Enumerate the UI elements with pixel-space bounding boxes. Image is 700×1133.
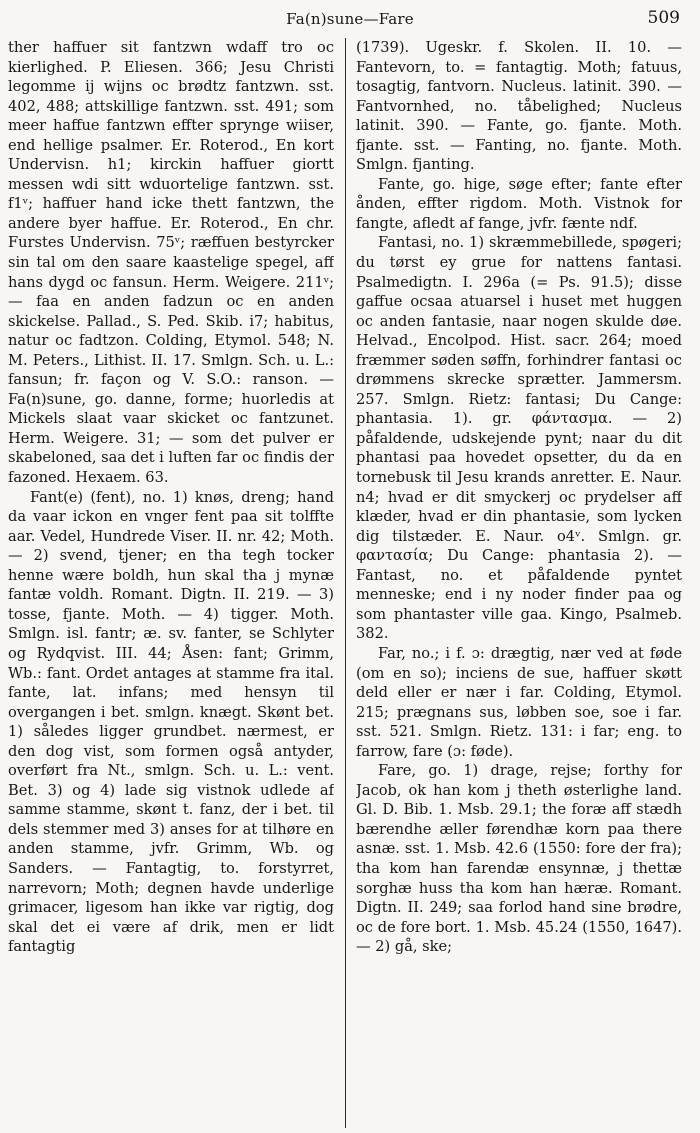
column-divider	[345, 38, 346, 1128]
entry-paragraph: Fant(e) (fent), no. 1) knøs, dreng; hand da vaar ickon en vnger fent paa sit tolffte aar. Vedel, Hundrede Viser. II. nr. 42; Moth. — 2) svend, tjener; en tha tegh tocker henne wære boldh, hun skal tha j mynæ fantæ voldh. Romant. Digtn. II. 219. — 3) tosse, fjante. Moth. — 4) tigger. Moth. Smlgn. isl. fantr; æ. sv. fanter, se Schlyter og Rydqvist. III. 44; Åsen: fant; Grimm, Wb.: fant. Ordet antages at stamme fra ital. fante, lat. infans; med hensyn til overgangen i bet. smlgn. knægt. Skønt bet. 1) således ligger grundbet. nærmest, er den dog vist, som formen også antyder, overført fra Nt., smlgn. Sch. u. L.: vent. Bet. 3) og 4) lade sig vistnok udlede af samme stamme, skønt t. fanz, der i bet. til dels stemmer med 3) anses for at tilhøre en anden stamme, jvfr. Grimm, Wb. og Sanders. — Fantagtig, to. forstyrret, narrevorn; Moth; degnen havde underlige grimacer, ligesom han ikke var rigtig, dog skal det ei være af drik, men er lidt fantagtig	[8, 488, 334, 956]
entry-paragraph: (1739). Ugeskr. f. Skolen. II. 10. — Fantevorn, to. = fantagtig. Moth; fatuus, tosagtig, fantvorn. Nucleus. latinit. 390. — Fantvornhed, no. tåbelighed; Nucleus latinit. 390. — Fante, go. fjante. Moth. fjante. sst. — Fanting, no. fjante. Moth. Smlgn. fjanting.	[356, 39, 682, 174]
entry-paragraph: Fare, go. 1) drage, rejse; forthy for Jacob, ok han kom j theth østerlighe land. Gl. D. Bib. 1. Msb. 29.1; the foræ aff stædh bærendhe æller førendhæ korn paa there asnæ. sst. 1. Msb. 42.6 (1550: fore der fra); tha kom han farendæ ensynnæ, j thettæ sorghæ huss tha kom han hæræ. Romant. Digtn. II. 249; saa forlod hand sine brødre, oc de fore bort. 1. Msb. 45.24 (1550, 1647). — 2) gå, ske;	[356, 762, 682, 956]
left-column	[8, 38, 334, 1128]
entry-paragraph: Far, no.; i f. ɔ: drægtig, nær ved at føde (om en so); inciens de sue, haffuer skøtt deld eller er nær i far. Colding, Etymol. 215; prægnans sus, løbben soe, soe i far. sst. 521. Smlgn. Rietz. 131: i far; eng. to farrow, fare (ɔ: føde).	[356, 644, 682, 760]
page-number: 509	[647, 8, 680, 28]
running-title: Fa(n)sune—Fare	[286, 10, 414, 28]
running-head	[0, 6, 700, 36]
entry-paragraph: Fantasi, no. 1) skræmmebillede, spøgeri; du tørst ey grue for nattens fantasi. Psalmedigtn. I. 296a (= Ps. 91.5); disse gaffue ocsaa atuarsel i huset met huggen oc anden fantasie, naar nogen skulde døe. Helvad., Encolpod. Hist. sacr. 264; moed fræmmer søden søffn, forhindrer fantasi oc drømmens skrecke sprætter. Jammersm. 257. Smlgn. Rietz: fantasi; Du Cange: phantasia. 1). gr. φάντασμα. — 2) påfaldende, udskejende pynt; naar du dit phantasi paa hovedet opsetter, du da en tornebusk til Jesu krands anretter. E. Naur. n4; hvad er dit smyckerj oc prydelser aff klæder, hvad er din phantasie, som lycken dig tilstæder. E. Naur. o4ᵛ. Smlgn. gr. φαντασία; Du Cange: phantasia 2). — Fantast, no. et påfaldende pyntet menneske; end i ny noder finder paa og som phantaster ville gaa. Kingo, Psalmeb. 382.	[356, 234, 682, 643]
entry-paragraph: Fante, go. hige, søge efter; fante efter ånden, effter rigdom. Moth. Vistnok for fangte, afledt af fange, jvfr. fænte ndf.	[356, 175, 682, 232]
right-column	[356, 38, 682, 1128]
entry-paragraph: ther haffuer sit fantzwn wdaff tro oc kierlighed. P. Eliesen. 366; Jesu Christi legomme ij wijns oc brødtz fantzwn. sst. 402, 488; attskillige fantzwn. sst. 491; som meer haffue fantzwn effter sprynge wiiser, end hellige psalmer. Er. Roterod., En kort Undervisn. h1; kirckin haffuer giortt messen wdi sitt wduortelige fantzwn. sst. f1ᵛ; haffuer hand icke thett fantzwn, the andere byer haffue. Er. Roterod., En chr. Furstes Undervisn. 75ᵛ; ræffuen bestyrcker sin tal om den saare kaastelige spegel, aff hans dygd oc fansun. Herm. Weigere. 211ᵛ; — faa en anden fadzun oc en anden skickelse. Pallad., S. Ped. Skib. i7; habitus, natur oc fadtzon. Colding, Etymol. 548; N. M. Peters., Lithist. II. 17. Smlgn. Sch. u. L.: fansun; fr. façon og V. S.O.: ranson. — Fa(n)sune, go. danne, forme; huorledis at Mickels slaat vaar skicket oc fantzunet. Herm. Weigere. 31; — som det pulver er skabeloned, saa det i luften far oc findis der fazoned. Hexaem. 63.	[8, 39, 334, 487]
